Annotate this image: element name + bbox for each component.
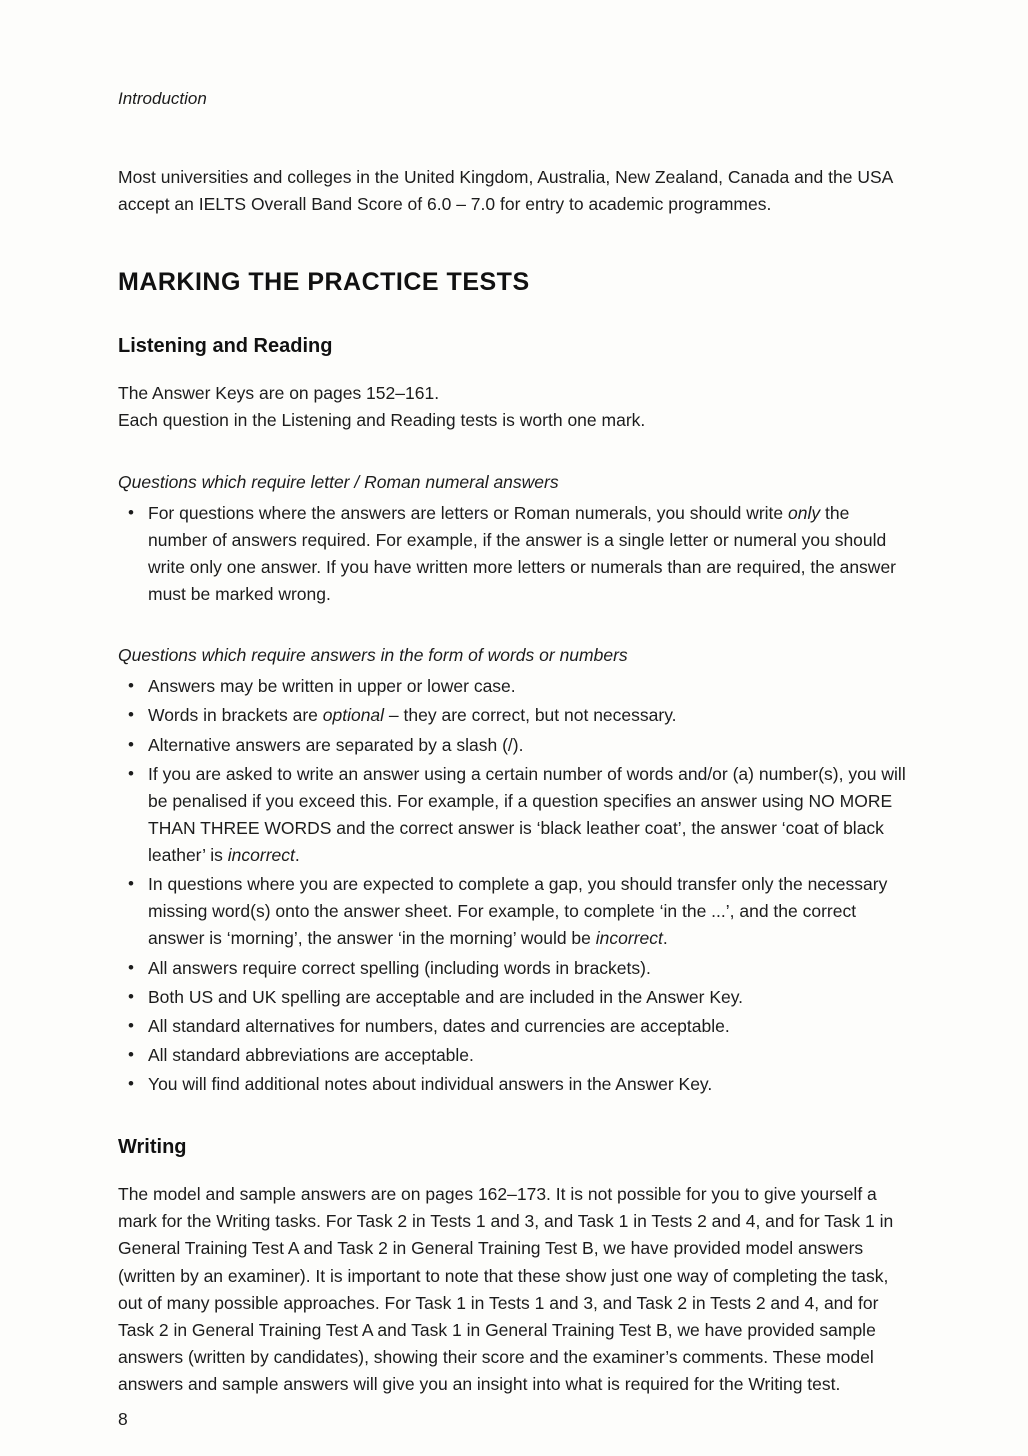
list-item xyxy=(148,500,908,609)
bullet-text-italic: optional xyxy=(322,705,385,726)
bullet-text-italic: incorrect xyxy=(227,845,295,866)
list-item: • You will find additional notes about individual answers in the Answer Key. xyxy=(148,1071,908,1098)
listening-reading-intro xyxy=(118,380,908,434)
list-item: • Alternative answers are separated by a slash (/). xyxy=(148,732,908,759)
list-item xyxy=(148,871,908,952)
one-mark-line: Each question in the Listening and Reading tests is worth one mark. xyxy=(118,410,646,431)
words-numbers-answers-list xyxy=(118,673,908,1098)
running-header: Introduction xyxy=(118,89,207,108)
sub-heading-letter-roman-answers: Questions which require letter / Roman numeral answers xyxy=(118,471,559,492)
list-item: • All standard alternatives for numbers, dates and currencies are acceptable. xyxy=(148,1013,908,1040)
bullet-text-segment: . xyxy=(662,928,668,949)
bullet-text-segment: – they are correct, but not necessary. xyxy=(384,705,677,726)
bullet-text-segment: In questions where you are expected to complete a gap, you should transfer only the necessary missing word(s) onto the answer sheet. For example, to complete ‘in the ...’, and the correct answer is ‘morning’, the answer ‘in the morning’ would be xyxy=(148,874,888,949)
list-item xyxy=(148,702,908,729)
list-item xyxy=(148,761,908,870)
page-number: 8 xyxy=(118,1409,128,1430)
sub-heading-words-numbers-answers: Questions which require answers in the form of words or numbers xyxy=(118,645,628,666)
bullet-text-segment: Words in brackets are xyxy=(148,705,323,726)
section-listening-reading xyxy=(118,331,908,1098)
section-heading-writing: Writing xyxy=(118,1136,187,1159)
bullet-text-italic: incorrect xyxy=(595,928,663,949)
main-heading: MARKING THE PRACTICE TESTS xyxy=(118,267,530,296)
bullet-text-segment: the number of answers required. For example, if the answer is a single letter or numeral you should write only one answer. If you have written more letters or numerals than are required, the answer must be marked wrong. xyxy=(148,502,897,605)
list-item: • Answers may be written in upper or lower case. xyxy=(148,673,908,700)
answer-keys-line: The Answer Keys are on pages 152–161. xyxy=(118,383,440,404)
bullet-text-segment: . xyxy=(294,845,300,866)
list-item: • Both US and UK spelling are acceptable and are included in the Answer Key. xyxy=(148,984,908,1011)
letter-roman-answers-list xyxy=(118,500,908,609)
bullet-text-segment: For questions where the answers are letters or Roman numerals, you should write xyxy=(148,502,789,523)
section-writing xyxy=(118,1132,908,1398)
bullet-text-italic: only xyxy=(788,502,821,523)
list-item: • All standard abbreviations are acceptable. xyxy=(148,1042,908,1069)
list-item: • All answers require correct spelling (including words in brackets). xyxy=(148,955,908,982)
section-heading-listening-reading: Listening and Reading xyxy=(118,335,333,358)
bullet-text-segment: If you are asked to write an answer using a certain number of words and/or (a) number(s), you will be penalised if you exceed this. For example, if a question specifies an answer using NO MORE THAN THREE WORDS and the correct answer is ‘black leather coat’, the answer ‘coat of black leather’ is xyxy=(148,763,906,866)
writing-paragraph: The model and sample answers are on pages 162–173. It is not possible for you to give yourself a mark for the Writing tasks. For Task 2 in Tests 1 and 3, and Task 1 in Tests 2 and 4, and for Task 1 in General Training Test A and Task 2 in General Training Test B, we have provided model answers (written by an examiner). It is important to note that these show just one way of completing the task, out of many possible approaches. For Task 1 in Tests 1 and 3, and Task 2 in Tests 2 and 4, and for Task 2 in General Training Test A and Task 1 in General Training Test B, we have provided sample answers (written by candidates), showing their score and the examiner’s comments. These model answers and sample answers will give you an insight into what is required for the Writing test. xyxy=(118,1184,894,1395)
intro-paragraph: Most universities and colleges in the United Kingdom, Australia, New Zealand, Canada and the USA accept an IELTS Overall Band Score of 6.0 – 7.0 for entry to academic programmes. xyxy=(118,167,893,215)
